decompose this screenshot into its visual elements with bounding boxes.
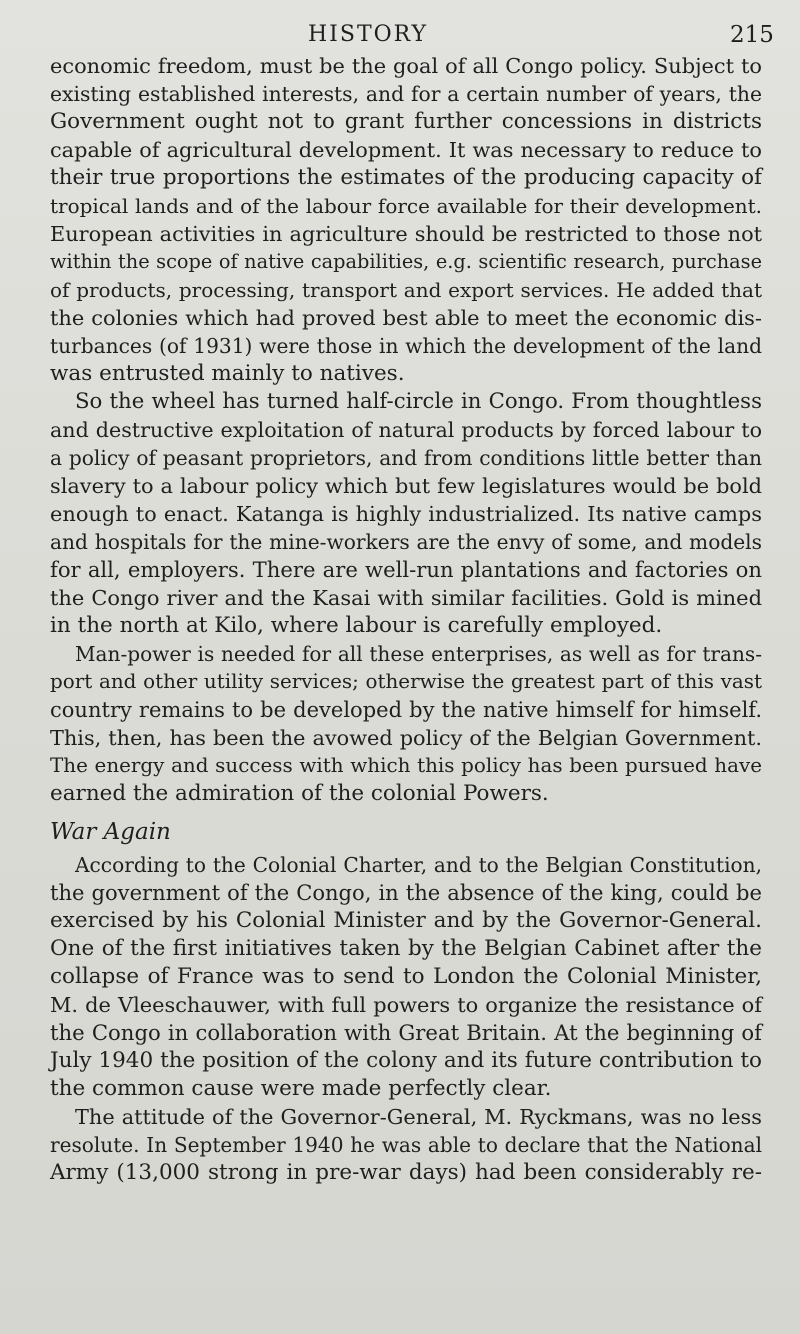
text-line: and hospitals for the mine-workers are the envy of some, and models xyxy=(50,530,762,554)
text-line: enough to enact. Katanga is highly industrialized. Its native camps xyxy=(50,502,762,526)
text-line: in the north at Kilo, where labour is carefully employed. xyxy=(50,613,663,638)
text-line: M. de Vleeschauwer, with full powers to organize the resistance of xyxy=(50,993,762,1017)
text-line: the Congo in collaboration with Great Britain. At the beginning of xyxy=(50,1020,762,1045)
text-line: exercised by his Colonial Minister and by the Governor-General. xyxy=(50,908,762,933)
text-line: the Congo river and the Kasai with similar facilities. Gold is mined xyxy=(50,586,762,610)
text-line: economic freedom, must be the goal of all Congo policy. Subject to xyxy=(50,54,762,78)
text-line: tropical lands and of the labour force available for their development. xyxy=(50,194,762,218)
text-line: capable of agricultural development. It was necessary to reduce to xyxy=(50,138,762,162)
paragraph-2 xyxy=(50,388,762,640)
text-line: port and other utility services; otherwise the greatest part of this vast xyxy=(50,670,762,693)
text-line: country remains to be developed by the native himself for himself. xyxy=(50,697,762,722)
section-heading-block xyxy=(50,818,762,851)
text-line: the colonies which had proved best able to meet the economic dis- xyxy=(50,306,762,330)
body-text xyxy=(50,52,762,1187)
text-line: the common cause were made perfectly clear. xyxy=(50,1076,552,1101)
text-line: a policy of peasant proprietors, and from conditions little better than xyxy=(50,446,762,470)
text-line: So the wheel has turned half-circle in Congo. From thoughtless xyxy=(75,389,762,414)
text-line: was entrusted mainly to natives. xyxy=(50,361,405,386)
text-line: The energy and success with which this policy has been pursued have xyxy=(50,754,762,777)
text-line: and destructive exploitation of natural products by forced labour to xyxy=(50,418,762,442)
text-line: According to the Colonial Charter, and to the Belgian Constitution, xyxy=(75,853,762,877)
text-line: resolute. In September 1940 he was able to declare that the National xyxy=(50,1133,762,1157)
text-line: July 1940 the position of the colony and its future contribution to xyxy=(50,1048,762,1073)
text-line: turbances (of 1931) were those in which the development of the land xyxy=(50,334,762,358)
paragraph-3 xyxy=(50,640,762,808)
text-line: Government ought not to grant further concessions in districts xyxy=(50,109,762,134)
text-line: Army (13,000 strong in pre-war days) had been considerably re- xyxy=(50,1160,762,1185)
text-line: slavery to a labour policy which but few legislatures would be bold xyxy=(50,474,762,498)
paragraph-5 xyxy=(50,1103,762,1187)
text-line: One of the first initiatives taken by the Belgian Cabinet after the xyxy=(50,936,762,961)
paragraph-4 xyxy=(50,851,762,1103)
text-line: the government of the Congo, in the absence of the king, could be xyxy=(50,880,762,905)
text-line: of products, processing, transport and export services. He added that xyxy=(50,278,762,302)
text-line: European activities in agriculture should be restricted to those not xyxy=(50,222,762,246)
page-number: 215 xyxy=(730,22,774,48)
text-line: Man-power is needed for all these enterprises, as well as for trans- xyxy=(75,642,762,666)
text-line: existing established interests, and for a certain number of years, the xyxy=(50,82,762,106)
text-line: for all, employers. There are well-run plantations and factories on xyxy=(50,557,762,582)
text-line: collapse of France was to send to London the Colonial Minister, xyxy=(50,964,762,989)
text-line: This, then, has been the avowed policy of the Belgian Government. xyxy=(50,726,762,750)
text-line: earned the admiration of the colonial Powers. xyxy=(50,781,549,806)
text-line: The attitude of the Governor-General, M. Ryckmans, was no less xyxy=(75,1105,762,1129)
paragraph-1 xyxy=(50,52,762,388)
text-line: within the scope of native capabilities, e.g. scientific research, purchase xyxy=(50,250,762,273)
text-line: their true proportions the estimates of the producing capacity of xyxy=(50,165,762,190)
section-heading: War Again xyxy=(50,819,171,845)
running-head: HISTORY xyxy=(308,22,429,47)
page-header xyxy=(0,22,800,52)
